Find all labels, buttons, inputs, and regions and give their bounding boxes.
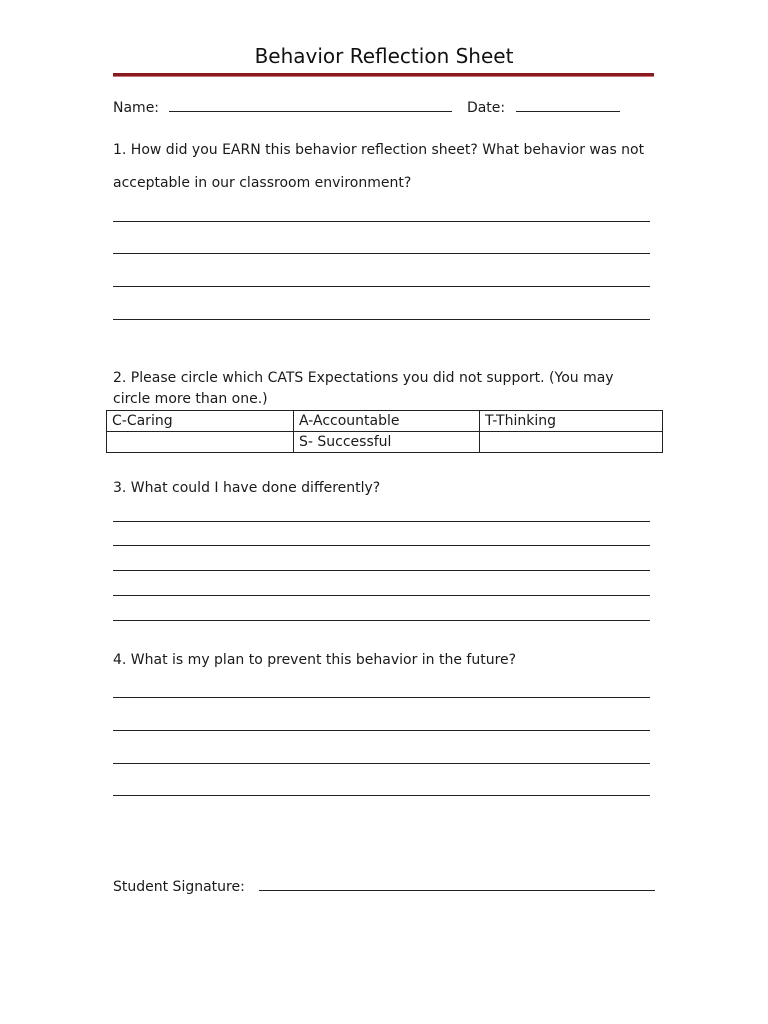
table-row — [107, 432, 663, 453]
answer-4-line[interactable] — [113, 730, 650, 731]
signature-label: Student Signature: — [113, 879, 245, 895]
answer-3-line[interactable] — [113, 521, 650, 522]
name-label: Name: — [113, 100, 160, 116]
question-2-line-1: 2. Please circle which CATS Expectations you did not support. (You may — [113, 370, 614, 386]
cats-thinking-cell[interactable]: T-Thinking — [480, 411, 663, 432]
cats-caring-cell[interactable]: C-Caring — [107, 411, 294, 432]
answer-3-line[interactable] — [113, 595, 650, 596]
answer-3-line[interactable] — [113, 545, 650, 546]
signature-field[interactable] — [259, 876, 655, 891]
name-field[interactable] — [169, 97, 452, 112]
page-title: Behavior Reflection Sheet — [254, 44, 514, 68]
table-row — [107, 411, 663, 432]
date-field[interactable] — [516, 97, 620, 112]
empty-cell — [107, 432, 294, 453]
answer-4-line[interactable] — [113, 795, 650, 796]
answer-4-line[interactable] — [113, 697, 650, 698]
cats-accountable-cell[interactable]: A-Accountable — [294, 411, 480, 432]
answer-3-line[interactable] — [113, 570, 650, 571]
date-label: Date: — [466, 100, 506, 116]
answer-1-line[interactable] — [113, 286, 650, 287]
empty-cell — [480, 432, 663, 453]
question-1-line-2: acceptable in our classroom environment? — [113, 175, 412, 191]
question-1-line-1: 1. How did you EARN this behavior reflection sheet? What behavior was not — [113, 142, 645, 158]
signature-row — [113, 876, 655, 897]
cats-expectations-table — [106, 410, 663, 453]
cats-successful-cell[interactable]: S- Successful — [294, 432, 480, 453]
answer-1-line[interactable] — [113, 253, 650, 254]
answer-1-line[interactable] — [113, 319, 650, 320]
question-4: 4. What is my plan to prevent this behavior in the future? — [113, 652, 517, 668]
name-date-row — [113, 97, 620, 118]
question-2-line-2: circle more than one.) — [113, 391, 268, 407]
question-3: 3. What could I have done differently? — [113, 480, 381, 496]
title-divider — [113, 73, 654, 77]
answer-1-line[interactable] — [113, 221, 650, 222]
answer-4-line[interactable] — [113, 763, 650, 764]
answer-3-line[interactable] — [113, 620, 650, 621]
